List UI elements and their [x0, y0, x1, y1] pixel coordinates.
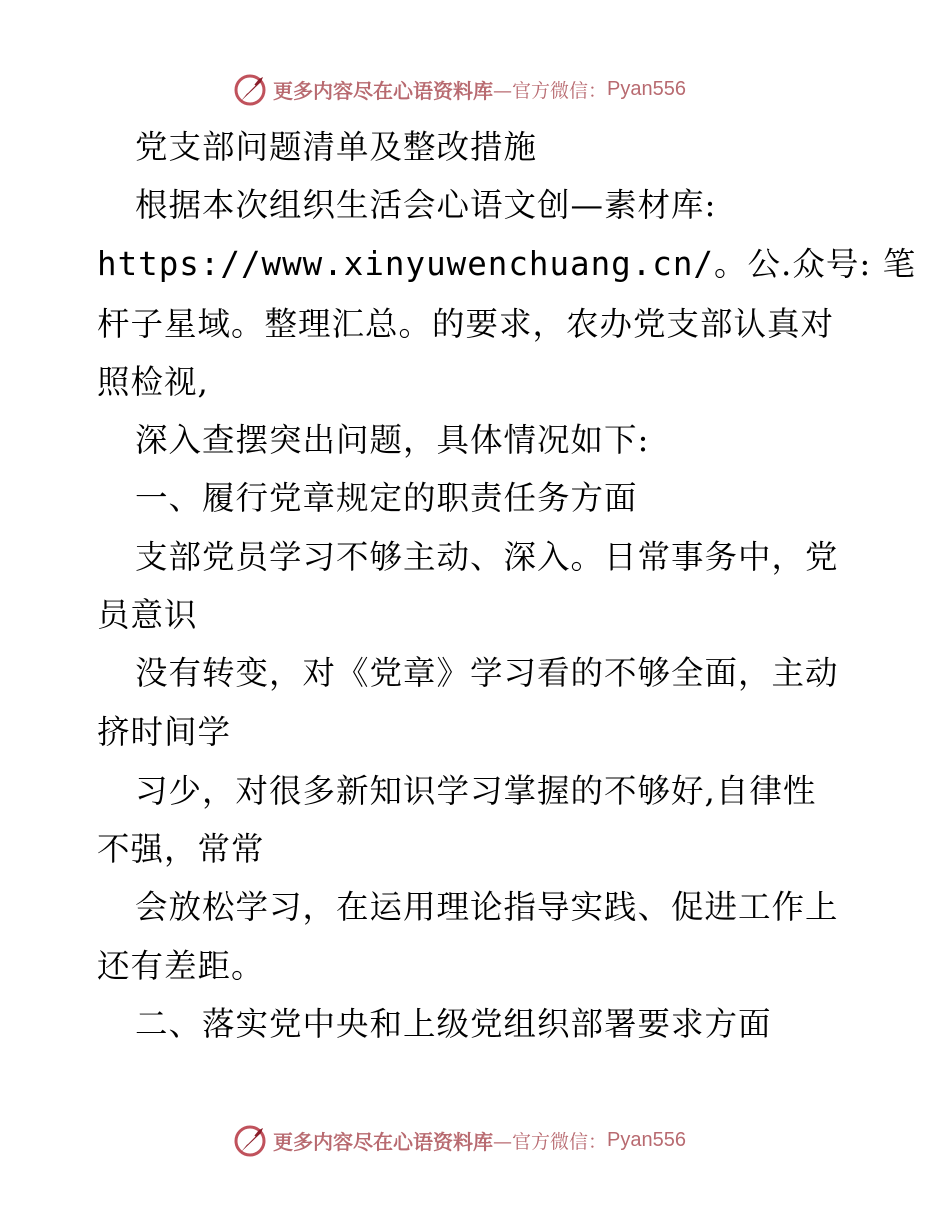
intro-line-3: 杆子星域。整理汇总。的要求，农办党支部认真对	[97, 305, 835, 343]
banner-wechat-label: —官方微信：	[493, 79, 608, 102]
s1-line-4: 挤时间学	[97, 713, 232, 751]
banner-slogan: 更多内容尽在心语资料库	[273, 1129, 493, 1154]
s1-line-7: 会放松学习，在运用理论指导实践、促进工作上	[135, 888, 839, 926]
header-watermark-banner	[233, 71, 686, 107]
footer-watermark-banner	[233, 1122, 686, 1158]
banner-wechat-label: —官方微信：	[493, 1130, 608, 1153]
s1-line-2: 员意识	[97, 596, 198, 634]
quill-logo-icon	[233, 71, 269, 107]
banner-slogan: 更多内容尽在心语资料库	[273, 78, 493, 103]
document-title: 党支部问题清单及整改措施	[135, 128, 538, 166]
banner-wechat-id: Pyan556	[607, 1128, 686, 1151]
source-url: https://www.xinyuwenchuang.cn/	[97, 245, 714, 283]
s1-line-8: 还有差距。	[97, 947, 265, 985]
intro-line-5: 深入查摆突出问题，具体情况如下:	[135, 421, 650, 459]
s1-line-1: 支部党员学习不够主动、深入。日常事务中，党	[135, 538, 839, 576]
s1-line-5: 习少，对很多新知识学习掌握的不够好,自律性	[135, 772, 817, 810]
intro-line-2	[97, 244, 916, 284]
section-2-heading: 二、落实党中央和上级党组织部署要求方面	[135, 1005, 772, 1043]
banner-wechat-id: Pyan556	[607, 77, 686, 100]
intro-line-2-rest: 。公.众号: 笔	[714, 245, 917, 283]
s1-line-3: 没有转变，对《党章》学习看的不够全面，主动	[135, 654, 839, 692]
quill-logo-icon	[233, 1122, 269, 1158]
s1-line-6: 不强，常常	[97, 830, 265, 868]
section-1-heading: 一、履行党章规定的职责任务方面	[135, 479, 638, 517]
intro-line-1: 根据本次组织生活会心语文创—素材库:	[135, 186, 717, 224]
intro-line-4: 照检视,	[97, 363, 209, 401]
